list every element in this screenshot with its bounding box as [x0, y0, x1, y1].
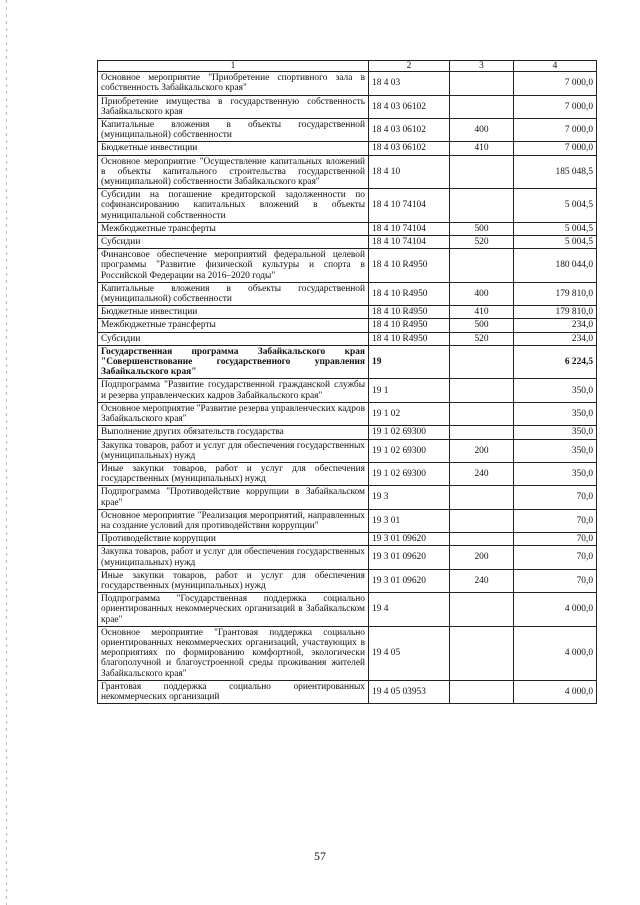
row-amount-cell: 234,0	[514, 332, 597, 345]
row-type-cell: 400	[450, 282, 514, 305]
row-code-cell: 19 3 01	[369, 509, 450, 532]
row-code-cell: 19 1 02 69300	[369, 426, 450, 439]
row-amount-cell: 179 810,0	[514, 282, 597, 305]
row-code-cell: 18 4 10 74104	[369, 222, 450, 235]
scan-left-edge	[6, 0, 7, 905]
row-name-cell: Основное мероприятие "Развитие резерва управленческих кадров Забайкальского края"	[98, 402, 369, 425]
header-row	[98, 61, 597, 72]
row-code-cell: 19 1 02 69300	[369, 462, 450, 485]
row-type-cell	[450, 486, 514, 509]
row-amount-cell: 350,0	[514, 439, 597, 462]
row-type-cell: 200	[450, 546, 514, 569]
row-code-cell: 19 3	[369, 486, 450, 509]
row-type-cell	[450, 379, 514, 402]
row-amount-cell: 350,0	[514, 379, 597, 402]
budget-table	[97, 60, 597, 704]
row-amount-cell: 350,0	[514, 462, 597, 485]
row-type-cell: 520	[450, 236, 514, 249]
table-row	[98, 319, 597, 332]
table-row	[98, 119, 597, 142]
row-name-cell: Основное мероприятие "Реализация мероприятий, направленных на создание условий для противодействия коррупции"	[98, 509, 369, 532]
table-row	[98, 593, 597, 627]
table-row	[98, 332, 597, 345]
row-amount-cell: 185 048,5	[514, 155, 597, 189]
row-code-cell: 19 3 01 09620	[369, 546, 450, 569]
header-col-4: 4	[514, 61, 597, 72]
row-type-cell	[450, 72, 514, 95]
table-row	[98, 402, 597, 425]
table-row	[98, 236, 597, 249]
row-amount-cell: 70,0	[514, 546, 597, 569]
row-name-cell: Основное мероприятие "Осуществление капитальных вложений в объекты капитального строительства государственной (муниципальной) собственности Забайкальского края"	[98, 155, 369, 189]
row-code-cell: 18 4 10 74104	[369, 236, 450, 249]
row-type-cell	[450, 533, 514, 546]
table-row	[98, 546, 597, 569]
row-name-cell: Межбюджетные трансферты	[98, 319, 369, 332]
row-code-cell: 18 4 10 R4950	[369, 249, 450, 283]
row-type-cell	[450, 509, 514, 532]
row-type-cell: 410	[450, 142, 514, 155]
row-type-cell	[450, 95, 514, 118]
table-row	[98, 439, 597, 462]
row-amount-cell: 4 000,0	[514, 626, 597, 680]
row-name-cell: Грантовая поддержка социально ориентированных некоммерческих организаций	[98, 680, 369, 703]
row-amount-cell: 5 004,5	[514, 222, 597, 235]
table-body	[98, 72, 597, 704]
row-name-cell: Выполнение других обязательств государства	[98, 426, 369, 439]
table-row	[98, 626, 597, 680]
row-amount-cell: 4 000,0	[514, 680, 597, 703]
row-name-cell: Субсидии	[98, 332, 369, 345]
row-amount-cell: 4 000,0	[514, 593, 597, 627]
table-row	[98, 189, 597, 223]
row-name-cell: Субсидии	[98, 236, 369, 249]
row-type-cell	[450, 680, 514, 703]
row-name-cell: Межбюджетные трансферты	[98, 222, 369, 235]
row-name-cell: Основное мероприятие "Грантовая поддержка социально ориентированных некоммерческих организаций, участвующих в мероприятиях по формированию комфортной, экологически благополучной и благоустроенной среды проживания жителей Забайкальского края"	[98, 626, 369, 680]
row-name-cell: Субсидии на погашение кредиторской задолженности по софинансированию капитальных вложений в объекты муниципальной собственности	[98, 189, 369, 223]
row-code-cell: 18 4 10 R4950	[369, 282, 450, 305]
header-col-3: 3	[450, 61, 514, 72]
row-amount-cell: 5 004,5	[514, 236, 597, 249]
row-name-cell: Противодействие коррупции	[98, 533, 369, 546]
row-type-cell: 200	[450, 439, 514, 462]
row-code-cell: 19 1 02 69300	[369, 439, 450, 462]
table-row	[98, 222, 597, 235]
row-code-cell: 18 4 10 R4950	[369, 319, 450, 332]
row-name-cell: Капитальные вложения в объекты государственной (муниципальной) собственности	[98, 282, 369, 305]
table-row	[98, 379, 597, 402]
row-type-cell	[450, 626, 514, 680]
row-amount-cell: 70,0	[514, 486, 597, 509]
row-name-cell: Финансовое обеспечение мероприятий федеральной целевой программы "Развитие физической культуры и спорта в Российской Федерации на 2016–2020 годы"	[98, 249, 369, 283]
row-name-cell: Бюджетные инвестиции	[98, 142, 369, 155]
row-amount-cell: 70,0	[514, 569, 597, 592]
row-type-cell: 410	[450, 306, 514, 319]
table-row	[98, 426, 597, 439]
row-amount-cell: 7 000,0	[514, 119, 597, 142]
table-row	[98, 509, 597, 532]
row-code-cell: 18 4 03 06102	[369, 142, 450, 155]
row-name-cell: Капитальные вложения в объекты государственной (муниципальной) собственности	[98, 119, 369, 142]
row-code-cell: 18 4 10	[369, 155, 450, 189]
row-type-cell: 500	[450, 319, 514, 332]
row-amount-cell: 5 004,5	[514, 189, 597, 223]
table-row	[98, 462, 597, 485]
table-row	[98, 486, 597, 509]
row-code-cell: 18 4 10 R4950	[369, 306, 450, 319]
row-amount-cell: 350,0	[514, 402, 597, 425]
row-amount-cell: 70,0	[514, 509, 597, 532]
row-amount-cell: 180 044,0	[514, 249, 597, 283]
row-name-cell: Закупка товаров, работ и услуг для обеспечения государственных (муниципальных) нужд	[98, 439, 369, 462]
row-type-cell: 240	[450, 462, 514, 485]
table-row	[98, 533, 597, 546]
row-code-cell: 19 4	[369, 593, 450, 627]
table-row	[98, 155, 597, 189]
row-name-cell: Иные закупки товаров, работ и услуг для обеспечения государственных (муниципальных) нужд	[98, 462, 369, 485]
row-amount-cell: 7 000,0	[514, 72, 597, 95]
table-row	[98, 142, 597, 155]
row-amount-cell: 350,0	[514, 426, 597, 439]
row-code-cell: 19 3 01 09620	[369, 569, 450, 592]
row-name-cell: Подпрограмма "Развитие государственной гражданской службы и резерва управленческих кадров Забайкальского края"	[98, 379, 369, 402]
table-row	[98, 345, 597, 379]
row-code-cell: 18 4 10 74104	[369, 189, 450, 223]
row-code-cell: 18 4 03 06102	[369, 95, 450, 118]
row-name-cell: Подпрограмма "Противодействие коррупции в Забайкальском крае"	[98, 486, 369, 509]
row-name-cell: Закупка товаров, работ и услуг для обеспечения государственных (муниципальных) нужд	[98, 546, 369, 569]
row-type-cell	[450, 402, 514, 425]
table-row	[98, 72, 597, 95]
table-row	[98, 282, 597, 305]
row-code-cell: 19 1 02	[369, 402, 450, 425]
row-name-cell: Иные закупки товаров, работ и услуг для обеспечения государственных (муниципальных) нужд	[98, 569, 369, 592]
row-amount-cell: 6 224,5	[514, 345, 597, 379]
row-type-cell: 500	[450, 222, 514, 235]
row-type-cell	[450, 593, 514, 627]
row-type-cell	[450, 189, 514, 223]
row-name-cell: Государственная программа Забайкальского края "Совершенствование государственного управления Забайкальского края"	[98, 345, 369, 379]
row-code-cell: 18 4 03 06102	[369, 119, 450, 142]
table-row	[98, 249, 597, 283]
row-name-cell: Приобретение имущества в государственную собственность Забайкальского края	[98, 95, 369, 118]
row-code-cell: 18 4 03	[369, 72, 450, 95]
row-amount-cell: 234,0	[514, 319, 597, 332]
row-code-cell: 19 3 01 09620	[369, 533, 450, 546]
row-type-cell	[450, 426, 514, 439]
row-type-cell: 520	[450, 332, 514, 345]
row-name-cell: Бюджетные инвестиции	[98, 306, 369, 319]
row-code-cell: 19	[369, 345, 450, 379]
row-code-cell: 18 4 10 R4950	[369, 332, 450, 345]
row-amount-cell: 7 000,0	[514, 95, 597, 118]
row-code-cell: 19 1	[369, 379, 450, 402]
row-type-cell: 240	[450, 569, 514, 592]
row-type-cell	[450, 249, 514, 283]
header-col-2: 2	[369, 61, 450, 72]
table-row	[98, 306, 597, 319]
table-row	[98, 680, 597, 703]
row-amount-cell: 70,0	[514, 533, 597, 546]
row-type-cell: 400	[450, 119, 514, 142]
row-type-cell	[450, 345, 514, 379]
row-amount-cell: 7 000,0	[514, 142, 597, 155]
row-code-cell: 19 4 05 03953	[369, 680, 450, 703]
page-number: 57	[314, 849, 326, 863]
row-type-cell	[450, 155, 514, 189]
table-row	[98, 95, 597, 118]
row-code-cell: 19 4 05	[369, 626, 450, 680]
row-amount-cell: 179 810,0	[514, 306, 597, 319]
table-row	[98, 569, 597, 592]
row-name-cell: Основное мероприятие "Приобретение спортивного зала в собственность Забайкальского края"	[98, 72, 369, 95]
header-col-1: 1	[98, 61, 369, 72]
row-name-cell: Подпрограмма "Государственная поддержка социально ориентированных некоммерческих организаций в Забайкальском крае"	[98, 593, 369, 627]
